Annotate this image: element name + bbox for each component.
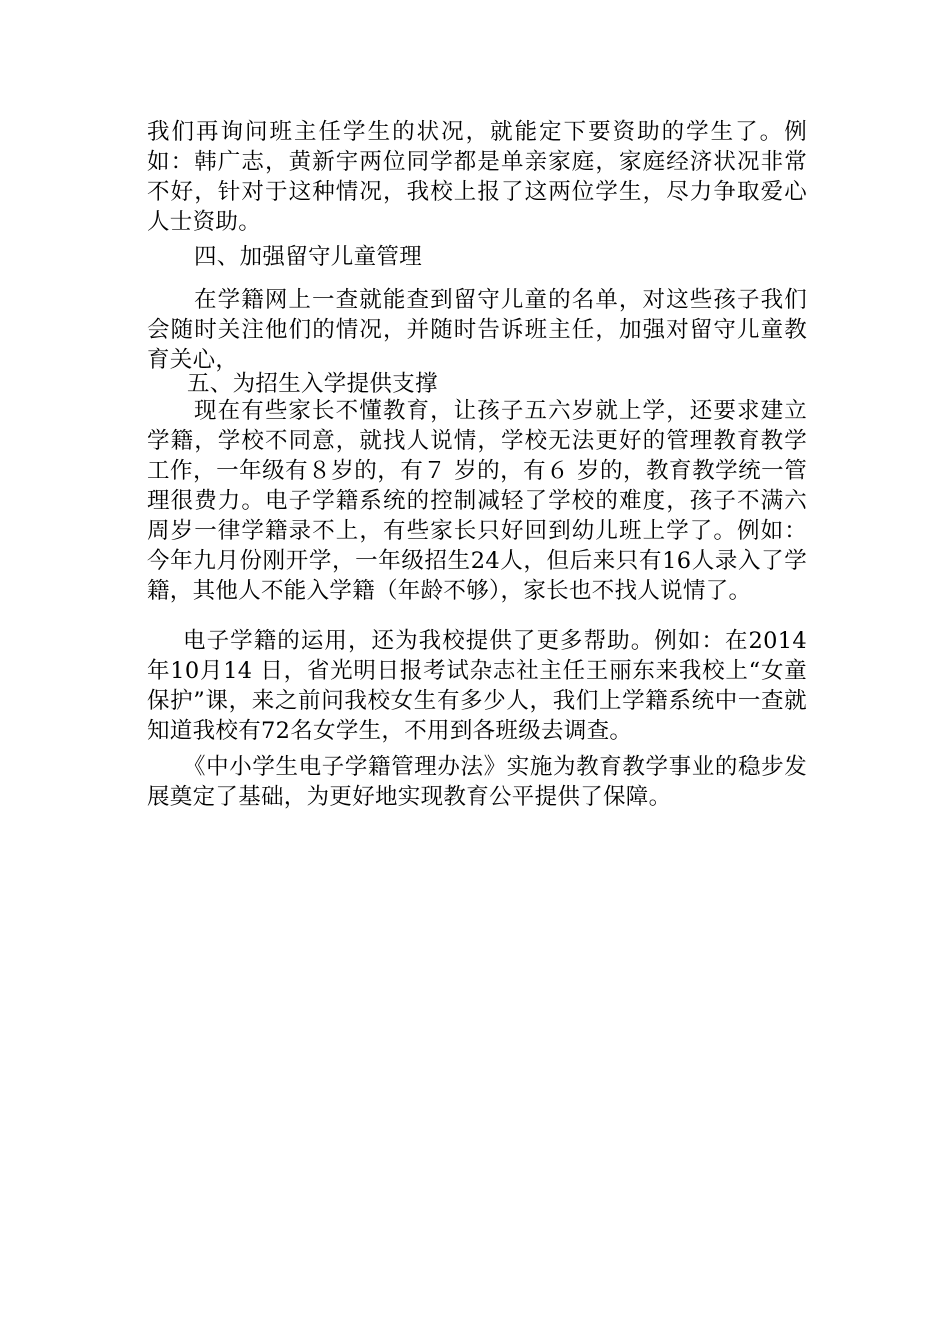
heading-left-behind-children: 四、加强留守儿童管理 (194, 244, 423, 270)
paragraph-left-behind-children: 在学籍网上一查就能查到留守儿童的名单，对这些孩子我们会随时关注他们的情况，并随时告诉班主任，加强对留守儿童教育关心， (147, 287, 807, 373)
paragraph-enrollment: 现在有些家长不懂教育，让孩子五六岁就上学，还要求建立学籍，学校不同意，就找人说情，学校无法更好的管理教育教学工作，一年级有８岁的，有７ 岁的，有６ 岁的，教育教学统一管理很费力。电子学籍系统的控制减轻了学校的难度，孩子不满六周岁一律学籍录不上，有些家长只好回到幼儿班上学了。例如：今年九月份刚开学，一年级招生24人，但后来只有16人录入了学籍，其他人不能入学籍（年龄不够），家长也不找人说情了。 (147, 398, 807, 604)
heading-enrollment-support: 五、为招生入学提供支撑 (187, 371, 438, 397)
paragraph-student-aid: 我们再询问班主任学生的状况，就能定下要资助的学生了。例如：韩广志，黄新宇两位同学都是单亲家庭，家庭经济状况非常不好，针对于这种情况，我校上报了这两位学生，尽力争取爱心人士资助。 (147, 119, 807, 235)
paragraph-conclusion: 《中小学生电子学籍管理办法》实施为教育教学事业的稳步发展奠定了基础，为更好地实现教育公平提供了保障。 (147, 754, 807, 810)
paragraph-more-help: 电子学籍的运用，还为我校提供了更多帮助。例如：在2014年10月14 日，省光明日报考试杂志社主任王丽东来我校上“女童保护”课，来之前问我校女生有多少人，我们上学籍系统中一查就知道我校有72名女学生，不用到各班级去调查。 (147, 628, 807, 744)
